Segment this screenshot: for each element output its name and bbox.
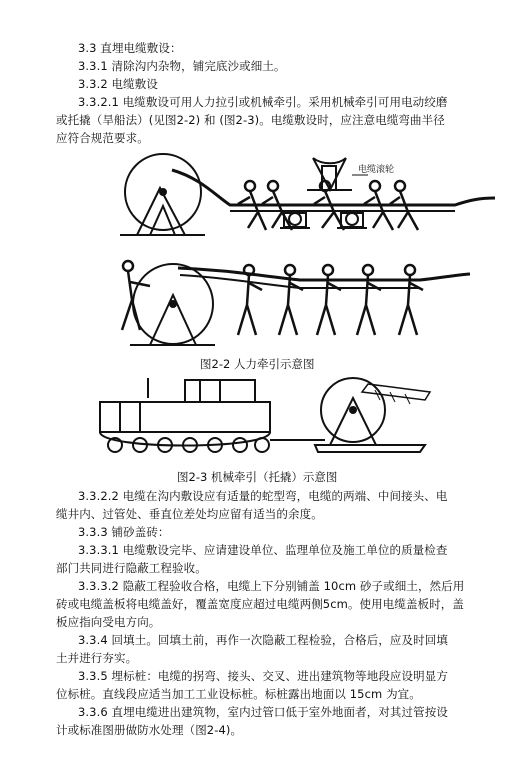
paragraph-line: 3.3.1 清除沟内杂物，铺完底沙或细土。 (78, 59, 286, 73)
paragraph-line: 3.3.2 电缆敷设 (78, 77, 158, 91)
paragraph-line: 3.3.4 回填土。回填土前，再作一次隐蔽工程检验，合格后，应及时回填 (78, 633, 448, 647)
figure-caption: 图2-3 机械牵引（托撬）示意图 (177, 470, 338, 484)
paragraph-line: 3.3.2.1 电缆敷设可用人力拉引或机械牵引。采用机械牵引可用电动绞磨 (78, 95, 448, 109)
cable-drum-top (120, 154, 205, 235)
paragraph-line: 3.3.5 埋标桩：电缆的拐弯、接头、交叉、进出建筑物等地段应设明显方 (78, 669, 448, 683)
paragraph-line: 位标桩。直线段应适当加工工业设标桩。标桩露出地面以 15cm 为宜。 (56, 687, 421, 701)
paragraph-line: 3.3.6 直埋电缆进出建筑物，室内过管口低于室外地面者，对其过管按设 (78, 705, 448, 719)
figure-caption: 图2-2 人力牵引示意图 (200, 357, 315, 371)
paragraph-line: 3.3.3.1 电缆敷设完毕、应请建设单位、监理单位及施工单位的质量检查 (78, 543, 448, 557)
paragraph-line: 3.3.2.2 电缆在沟内敷设应有适量的蛇型弯，电缆的两端、中间接头、电 (78, 489, 448, 503)
paragraph-line: 或托撬（旱船法）(见图2-2) 和 (图2-3)。电缆敷设时，应注意电缆弯曲半径 (56, 113, 445, 127)
paragraph-line: 缆井内、过管处、垂直位差处均应留有适当的余度。 (56, 507, 323, 521)
paragraph-line: 板应指向受电方向。 (56, 615, 161, 629)
sled-drum (315, 378, 430, 452)
paragraph-line: 应符合规范要求。 (56, 131, 149, 145)
paragraph-line: 计或标准图册做防水处理（图2-4)。 (56, 723, 243, 737)
tractor (100, 378, 270, 452)
section-heading: 3.3 直埋电缆敷设： (78, 41, 182, 55)
paragraph-line: 土并进行夯实。 (56, 651, 138, 665)
paragraph-line: 砖或电缆盖板将电缆盖好，覆盖宽度应超过电缆两侧5cm。使用电缆盖板时，盖 (56, 597, 464, 611)
workers-bottom (122, 261, 423, 335)
paragraph-line: 3.3.3.2 隐蔽工程验收合格，电缆上下分别铺盖 10cm 砂子或细土，然后用 (78, 579, 465, 593)
section-heading: 3.3.3 铺砂盖砖： (78, 525, 170, 539)
paragraph-line: 部门共同进行隐蔽工程验收。 (56, 561, 207, 575)
roller-label: 电缆滚轮 (358, 165, 395, 175)
cable-line (172, 170, 495, 205)
